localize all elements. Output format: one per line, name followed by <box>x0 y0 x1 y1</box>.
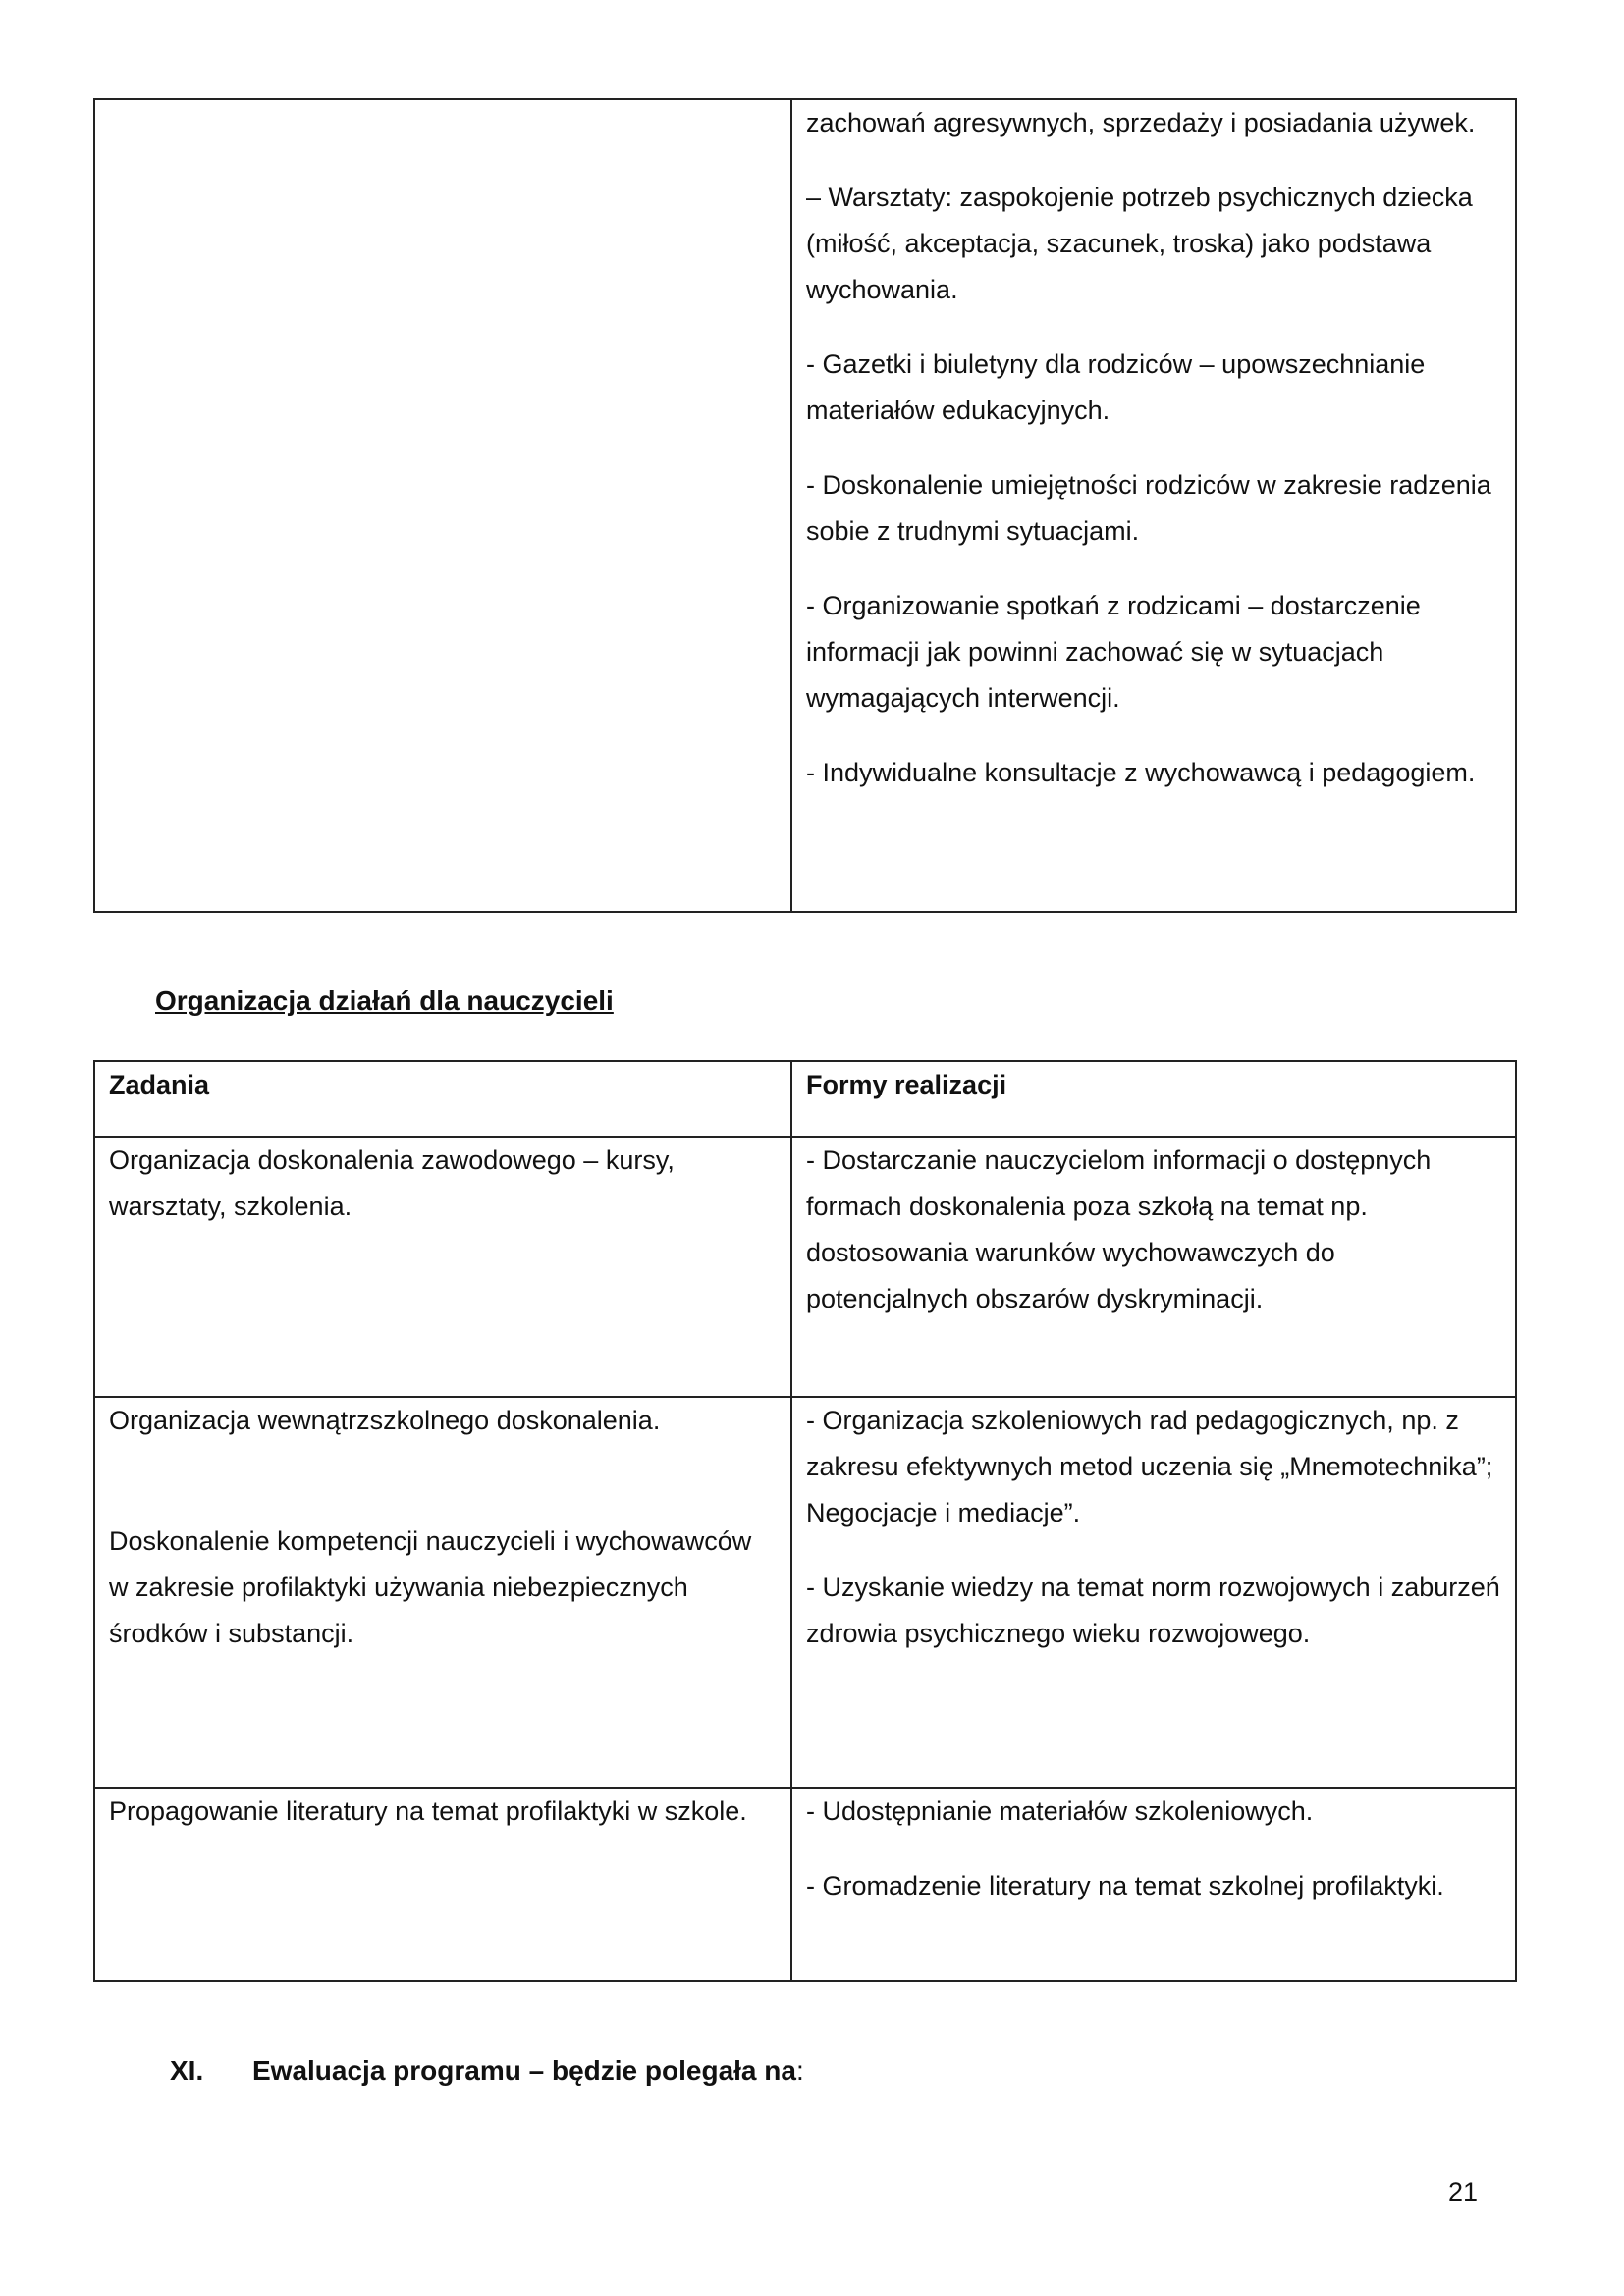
table-row <box>94 1397 1516 1788</box>
chapter-title-suffix: : <box>795 2056 804 2086</box>
form-item: - Indywidualne konsultacje z wychowawcą i pedagogiem. <box>806 758 1476 787</box>
spacer <box>109 1444 777 1513</box>
task-text: Organizacja doskonalenia zawodowego – kursy, warsztaty, szkolenia. <box>109 1146 675 1221</box>
task-text: Propagowanie literatury na temat profilaktyki w szkole. <box>109 1796 747 1826</box>
table-header-row <box>94 1061 1516 1137</box>
chapter-title: Ewaluacja programu – będzie polegała na <box>252 2056 796 2086</box>
task-cell <box>94 1788 791 1981</box>
table-row <box>94 99 1516 912</box>
teachers-actions-table <box>93 1060 1517 1982</box>
task-cell <box>94 1397 791 1788</box>
task-text: Organizacja wewnątrzszkolnego doskonalenia. <box>109 1406 661 1435</box>
forms-cell <box>791 1137 1516 1397</box>
chapter-heading <box>170 2056 804 2087</box>
column-header-forms: Formy realizacji <box>791 1061 1516 1137</box>
form-item: - Uzyskanie wiedzy na temat norm rozwojowych i zaburzeń zdrowia psychicznego wieku rozwojowego. <box>806 1573 1500 1648</box>
form-item: - Doskonalenie umiejętności rodziców w zakresie radzenia sobie z trudnymi sytuacjami. <box>806 470 1491 546</box>
forms-cell <box>791 1788 1516 1981</box>
form-item: - Gromadzenie literatury na temat szkolnej profilaktyki. <box>806 1871 1444 1900</box>
form-item: - Organizowanie spotkań z rodzicami – dostarczenie informacji jak powinni zachować się w sytuacjach wymagających interwencji. <box>806 591 1421 713</box>
form-item: - Gazetki i biuletyny dla rodziców – upowszechnianie materiałów edukacyjnych. <box>806 349 1426 425</box>
form-item: - Udostępnianie materiałów szkoleniowych. <box>806 1796 1314 1826</box>
task-cell <box>94 1137 791 1397</box>
task-cell <box>94 99 791 912</box>
column-header-tasks: Zadania <box>94 1061 791 1137</box>
table-row <box>94 1137 1516 1397</box>
form-item: – Warsztaty: zaspokojenie potrzeb psychicznych dziecka (miłość, akceptacja, szacunek, troska) jako podstawa wychowania. <box>806 183 1473 304</box>
section-heading: Organizacja działań dla nauczycieli <box>155 986 614 1016</box>
forms-cell <box>791 1397 1516 1788</box>
form-item: zachowań agresywnych, sprzedaży i posiadania używek. <box>806 108 1476 137</box>
chapter-number: XI. <box>170 2056 204 2086</box>
forms-cell <box>791 99 1516 912</box>
form-item: - Dostarczanie nauczycielom informacji o dostępnych formach doskonalenia poza szkołą na temat np. dostosowania warunków wychowawczych do potencjalnych obszarów dyskryminacji. <box>806 1146 1432 1313</box>
task-text: Doskonalenie kompetencji nauczycieli i wychowawców w zakresie profilaktyki używania niebezpiecznych środków i substancji. <box>109 1526 752 1648</box>
table-row <box>94 1788 1516 1981</box>
parents-actions-table-continued <box>93 98 1517 913</box>
page-number: 21 <box>1448 2177 1479 2207</box>
form-item: - Organizacja szkoleniowych rad pedagogicznych, np. z zakresu efektywnych metod uczenia się „Mnemotechnika”; Negocjacje i mediacje”. <box>806 1406 1493 1527</box>
